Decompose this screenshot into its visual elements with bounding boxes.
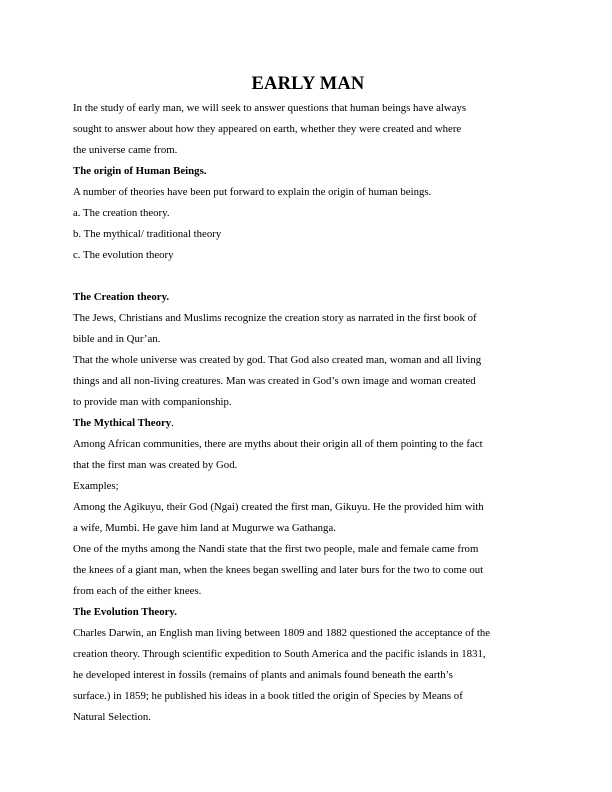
paragraph-line: things and all non-living creatures. Man was created in God’s own image and woman created [73,375,476,387]
paragraph-line: surface.) in 1859; he published his ideas in a book titled the origin of Species by Means of [73,690,463,702]
intro-line: sought to answer about how they appeared on earth, whether they were created and where [73,123,462,135]
mythical-paragraph-1 [73,434,543,476]
paragraph-line: creation theory. Through scientific expedition to South America and the pacific islands in 1831, [73,648,486,660]
intro-line: In the study of early man, we will seek to answer questions that human beings have always [73,102,467,114]
paragraph-line: Among African communities, there are myths about their origin all of them pointing to the fact [73,438,483,450]
creation-paragraph-1 [73,308,543,350]
paragraph-line: he developed interest in fossils (remains of plants and animals found beneath the earth’s [73,669,453,681]
origin-heading: The origin of Human Beings. [73,165,207,177]
mythical-heading-dot: . [171,417,174,429]
paragraph-line: bible and in Qur’an. [73,333,161,345]
evolution-heading: The Evolution Theory. [73,606,177,618]
mythical-paragraph-3 [73,539,543,602]
list-item: a. The creation theory. [73,207,170,219]
paragraph-line: to provide man with companionship. [73,396,232,408]
paragraph-line: The Jews, Christians and Muslims recognize the creation story as narrated in the first book of [73,312,477,324]
examples-label: Examples; [73,480,119,492]
paragraph-line: that the first man was created by God. [73,459,238,471]
intro-paragraph [73,98,543,161]
document-page [73,72,543,728]
mythical-heading [73,413,543,434]
paragraph-line: Among the Agikuyu, their God (Ngai) created the first man, Gikuyu. He the provided him with [73,501,484,513]
evolution-paragraph-1 [73,623,543,728]
mythical-heading-text: The Mythical Theory [73,417,172,429]
list-item: b. The mythical/ traditional theory [73,228,222,240]
paragraph-line: One of the myths among the Nandi state that the first two people, male and female came from [73,543,479,555]
intro-line: the universe came from. [73,144,178,156]
list-item: c. The evolution theory [73,249,174,261]
mythical-paragraph-2 [73,497,543,539]
origin-lead: A number of theories have been put forward to explain the origin of human beings. [73,186,432,198]
paragraph-line: Charles Darwin, an English man living between 1809 and 1882 questioned the acceptance of the [73,627,491,639]
paragraph-line: Natural Selection. [73,711,151,723]
creation-heading: The Creation theory. [73,291,170,303]
paragraph-line: from each of the either knees. [73,585,202,597]
paragraph-line: a wife, Mumbi. He gave him land at Mugurwe wa Gathanga. [73,522,336,534]
section-spacer [73,266,543,287]
paragraph-line: That the whole universe was created by god. That God also created man, woman and all living [73,354,482,366]
creation-paragraph-2 [73,350,543,413]
page-title: EARLY MAN [251,74,365,94]
paragraph-line: the knees of a giant man, when the knees began swelling and later burs for the two to come out [73,564,484,576]
